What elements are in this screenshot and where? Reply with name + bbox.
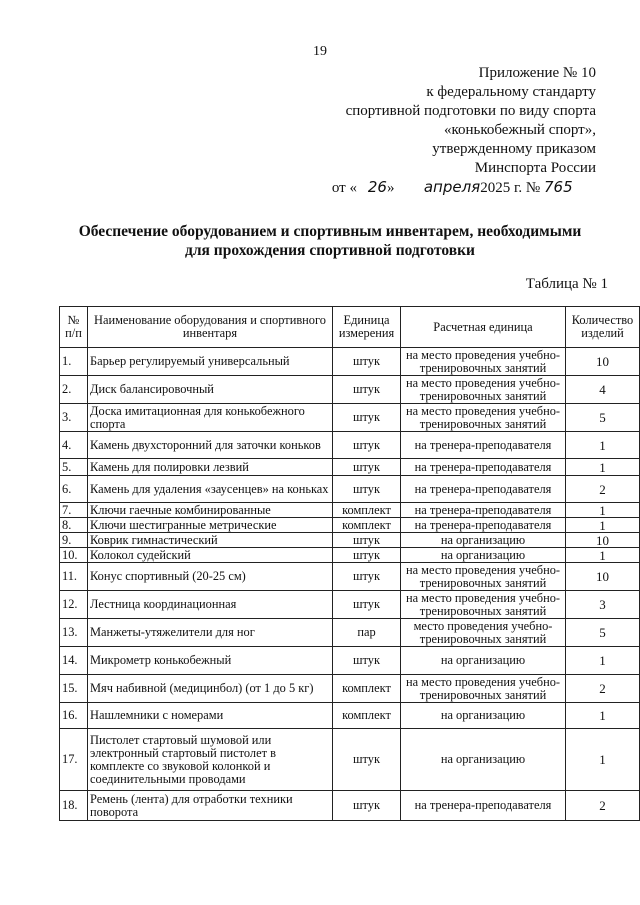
cell-qty: 5: [566, 619, 640, 647]
table-row: [60, 703, 640, 729]
header-qty: Количество изделий: [566, 307, 640, 348]
cell-qty: 1: [566, 647, 640, 675]
table-body: [60, 348, 640, 821]
cell-qty: 10: [566, 563, 640, 591]
cell-calc: на место проведения учебно-тренировочных занятий: [401, 348, 566, 376]
cell-qty: 2: [566, 675, 640, 703]
cell-calc: на организацию: [401, 729, 566, 791]
table-row: [60, 432, 640, 459]
handwritten-day: 26: [367, 178, 387, 196]
header-unit: Единица измерения: [333, 307, 401, 348]
cell-calc: на тренера-преподавателя: [401, 518, 566, 533]
cell-calc: на организацию: [401, 548, 566, 563]
cell-num: 3.: [60, 404, 88, 432]
document-title: [60, 222, 600, 260]
table-row: [60, 647, 640, 675]
cell-name: Нашлемники с номерами: [88, 703, 333, 729]
table-row: [60, 503, 640, 518]
cell-num: 17.: [60, 729, 88, 791]
cell-num: 11.: [60, 563, 88, 591]
cell-unit: комплект: [333, 518, 401, 533]
header-num: № п/п: [60, 307, 88, 348]
table-row: [60, 476, 640, 503]
title-line-2: для прохождения спортивной подготовки: [185, 242, 475, 259]
cell-unit: штук: [333, 404, 401, 432]
cell-num: 10.: [60, 548, 88, 563]
table-row: [60, 675, 640, 703]
cell-unit: комплект: [333, 675, 401, 703]
cell-qty: 2: [566, 791, 640, 821]
cell-calc: на место проведения учебно-тренировочных занятий: [401, 404, 566, 432]
appendix-line: к федеральному стандарту: [426, 84, 596, 100]
cell-name: Барьер регулируемый универсальный: [88, 348, 333, 376]
cell-name: Микрометр конькобежный: [88, 647, 333, 675]
cell-unit: штук: [333, 476, 401, 503]
cell-qty: 10: [566, 533, 640, 548]
cell-name: Манжеты-утяжелители для ног: [88, 619, 333, 647]
handwritten-month: апреля: [423, 178, 481, 196]
table-row: [60, 376, 640, 404]
cell-name: Лестница координационная: [88, 591, 333, 619]
cell-name: Пистолет стартовый шумовой или электронный стартовый пистолет в комплекте со звуковой колонкой и соединительными проводами: [88, 729, 333, 791]
page-number: 19: [313, 44, 327, 59]
table-row: [60, 791, 640, 821]
cell-qty: 2: [566, 476, 640, 503]
date-mid: »: [386, 180, 395, 196]
cell-num: 15.: [60, 675, 88, 703]
order-date-line: [266, 178, 596, 198]
equipment-table: [59, 306, 640, 821]
cell-qty: 1: [566, 503, 640, 518]
cell-unit: штук: [333, 548, 401, 563]
cell-unit: штук: [333, 791, 401, 821]
table-row: [60, 533, 640, 548]
appendix-line: Минспорта России: [474, 160, 596, 176]
cell-calc: на организацию: [401, 533, 566, 548]
header-name: Наименование оборудования и спортивного инвентаря: [88, 307, 333, 348]
cell-name: Ключи гаечные комбинированные: [88, 503, 333, 518]
cell-num: 12.: [60, 591, 88, 619]
cell-num: 9.: [60, 533, 88, 548]
appendix-line: утвержденному приказом: [432, 141, 596, 157]
cell-calc: на тренера-преподавателя: [401, 476, 566, 503]
cell-qty: 3: [566, 591, 640, 619]
table-row: [60, 563, 640, 591]
appendix-block: [266, 64, 596, 198]
cell-calc: на тренера-преподавателя: [401, 791, 566, 821]
table-row: [60, 548, 640, 563]
cell-num: 5.: [60, 459, 88, 476]
cell-unit: штук: [333, 591, 401, 619]
table-row: [60, 404, 640, 432]
handwritten-order-number: 765: [544, 178, 573, 196]
cell-calc: на организацию: [401, 647, 566, 675]
cell-name: Ремень (лента) для отработки техники поворота: [88, 791, 333, 821]
table-row: [60, 619, 640, 647]
cell-name: Диск балансировочный: [88, 376, 333, 404]
cell-unit: пар: [333, 619, 401, 647]
cell-calc: на место проведения учебно-тренировочных занятий: [401, 591, 566, 619]
cell-name: Ключи шестигранные метрические: [88, 518, 333, 533]
appendix-line: спортивной подготовки по виду спорта: [345, 103, 596, 119]
cell-name: Коврик гимнастический: [88, 533, 333, 548]
appendix-line: Приложение № 10: [478, 65, 596, 81]
cell-qty: 4: [566, 376, 640, 404]
cell-calc: на место проведения учебно-тренировочных занятий: [401, 376, 566, 404]
cell-unit: штук: [333, 376, 401, 404]
cell-num: 13.: [60, 619, 88, 647]
cell-num: 16.: [60, 703, 88, 729]
cell-unit: штук: [333, 459, 401, 476]
table-caption: Таблица № 1: [525, 276, 608, 292]
table-row: [60, 591, 640, 619]
header-calc: Расчетная единица: [401, 307, 566, 348]
cell-name: Конус спортивный (20-25 см): [88, 563, 333, 591]
cell-unit: штук: [333, 563, 401, 591]
cell-qty: 1: [566, 729, 640, 791]
cell-num: 6.: [60, 476, 88, 503]
cell-calc: на тренера-преподавателя: [401, 503, 566, 518]
cell-calc: на тренера-преподавателя: [401, 432, 566, 459]
cell-num: 8.: [60, 518, 88, 533]
cell-unit: штук: [333, 533, 401, 548]
cell-name: Мяч набивной (медицинбол) (от 1 до 5 кг): [88, 675, 333, 703]
cell-num: 4.: [60, 432, 88, 459]
cell-qty: 1: [566, 703, 640, 729]
cell-num: 7.: [60, 503, 88, 518]
cell-name: Камень двухсторонний для заточки коньков: [88, 432, 333, 459]
cell-name: Камень для полировки лезвий: [88, 459, 333, 476]
cell-unit: комплект: [333, 703, 401, 729]
cell-name: Колокол судейский: [88, 548, 333, 563]
cell-qty: 1: [566, 518, 640, 533]
table-header-row: [60, 307, 640, 348]
cell-qty: 5: [566, 404, 640, 432]
cell-calc: на место проведения учебно-тренировочных занятий: [401, 563, 566, 591]
table-row: [60, 518, 640, 533]
cell-calc: на тренера-преподавателя: [401, 459, 566, 476]
date-year: 2025 г. №: [480, 180, 541, 196]
cell-qty: 1: [566, 548, 640, 563]
table-row: [60, 729, 640, 791]
appendix-line: «конькобежный спорт»,: [443, 122, 596, 138]
cell-unit: комплект: [333, 503, 401, 518]
cell-calc: место проведения учебно-тренировочных занятий: [401, 619, 566, 647]
cell-calc: на место проведения учебно-тренировочных занятий: [401, 675, 566, 703]
cell-qty: 1: [566, 432, 640, 459]
cell-num: 1.: [60, 348, 88, 376]
cell-num: 2.: [60, 376, 88, 404]
date-prefix: от «: [331, 180, 357, 196]
cell-unit: штук: [333, 647, 401, 675]
cell-qty: 1: [566, 459, 640, 476]
cell-num: 14.: [60, 647, 88, 675]
cell-name: Камень для удаления «заусенцев» на коньках: [88, 476, 333, 503]
title-line-1: Обеспечение оборудованием и спортивным инвентарем, необходимыми: [78, 223, 582, 240]
cell-unit: штук: [333, 432, 401, 459]
table-row: [60, 459, 640, 476]
table-row: [60, 348, 640, 376]
cell-unit: штук: [333, 348, 401, 376]
cell-calc: на организацию: [401, 703, 566, 729]
cell-unit: штук: [333, 729, 401, 791]
cell-name: Доска имитационная для конькобежного спорта: [88, 404, 333, 432]
cell-num: 18.: [60, 791, 88, 821]
cell-qty: 10: [566, 348, 640, 376]
